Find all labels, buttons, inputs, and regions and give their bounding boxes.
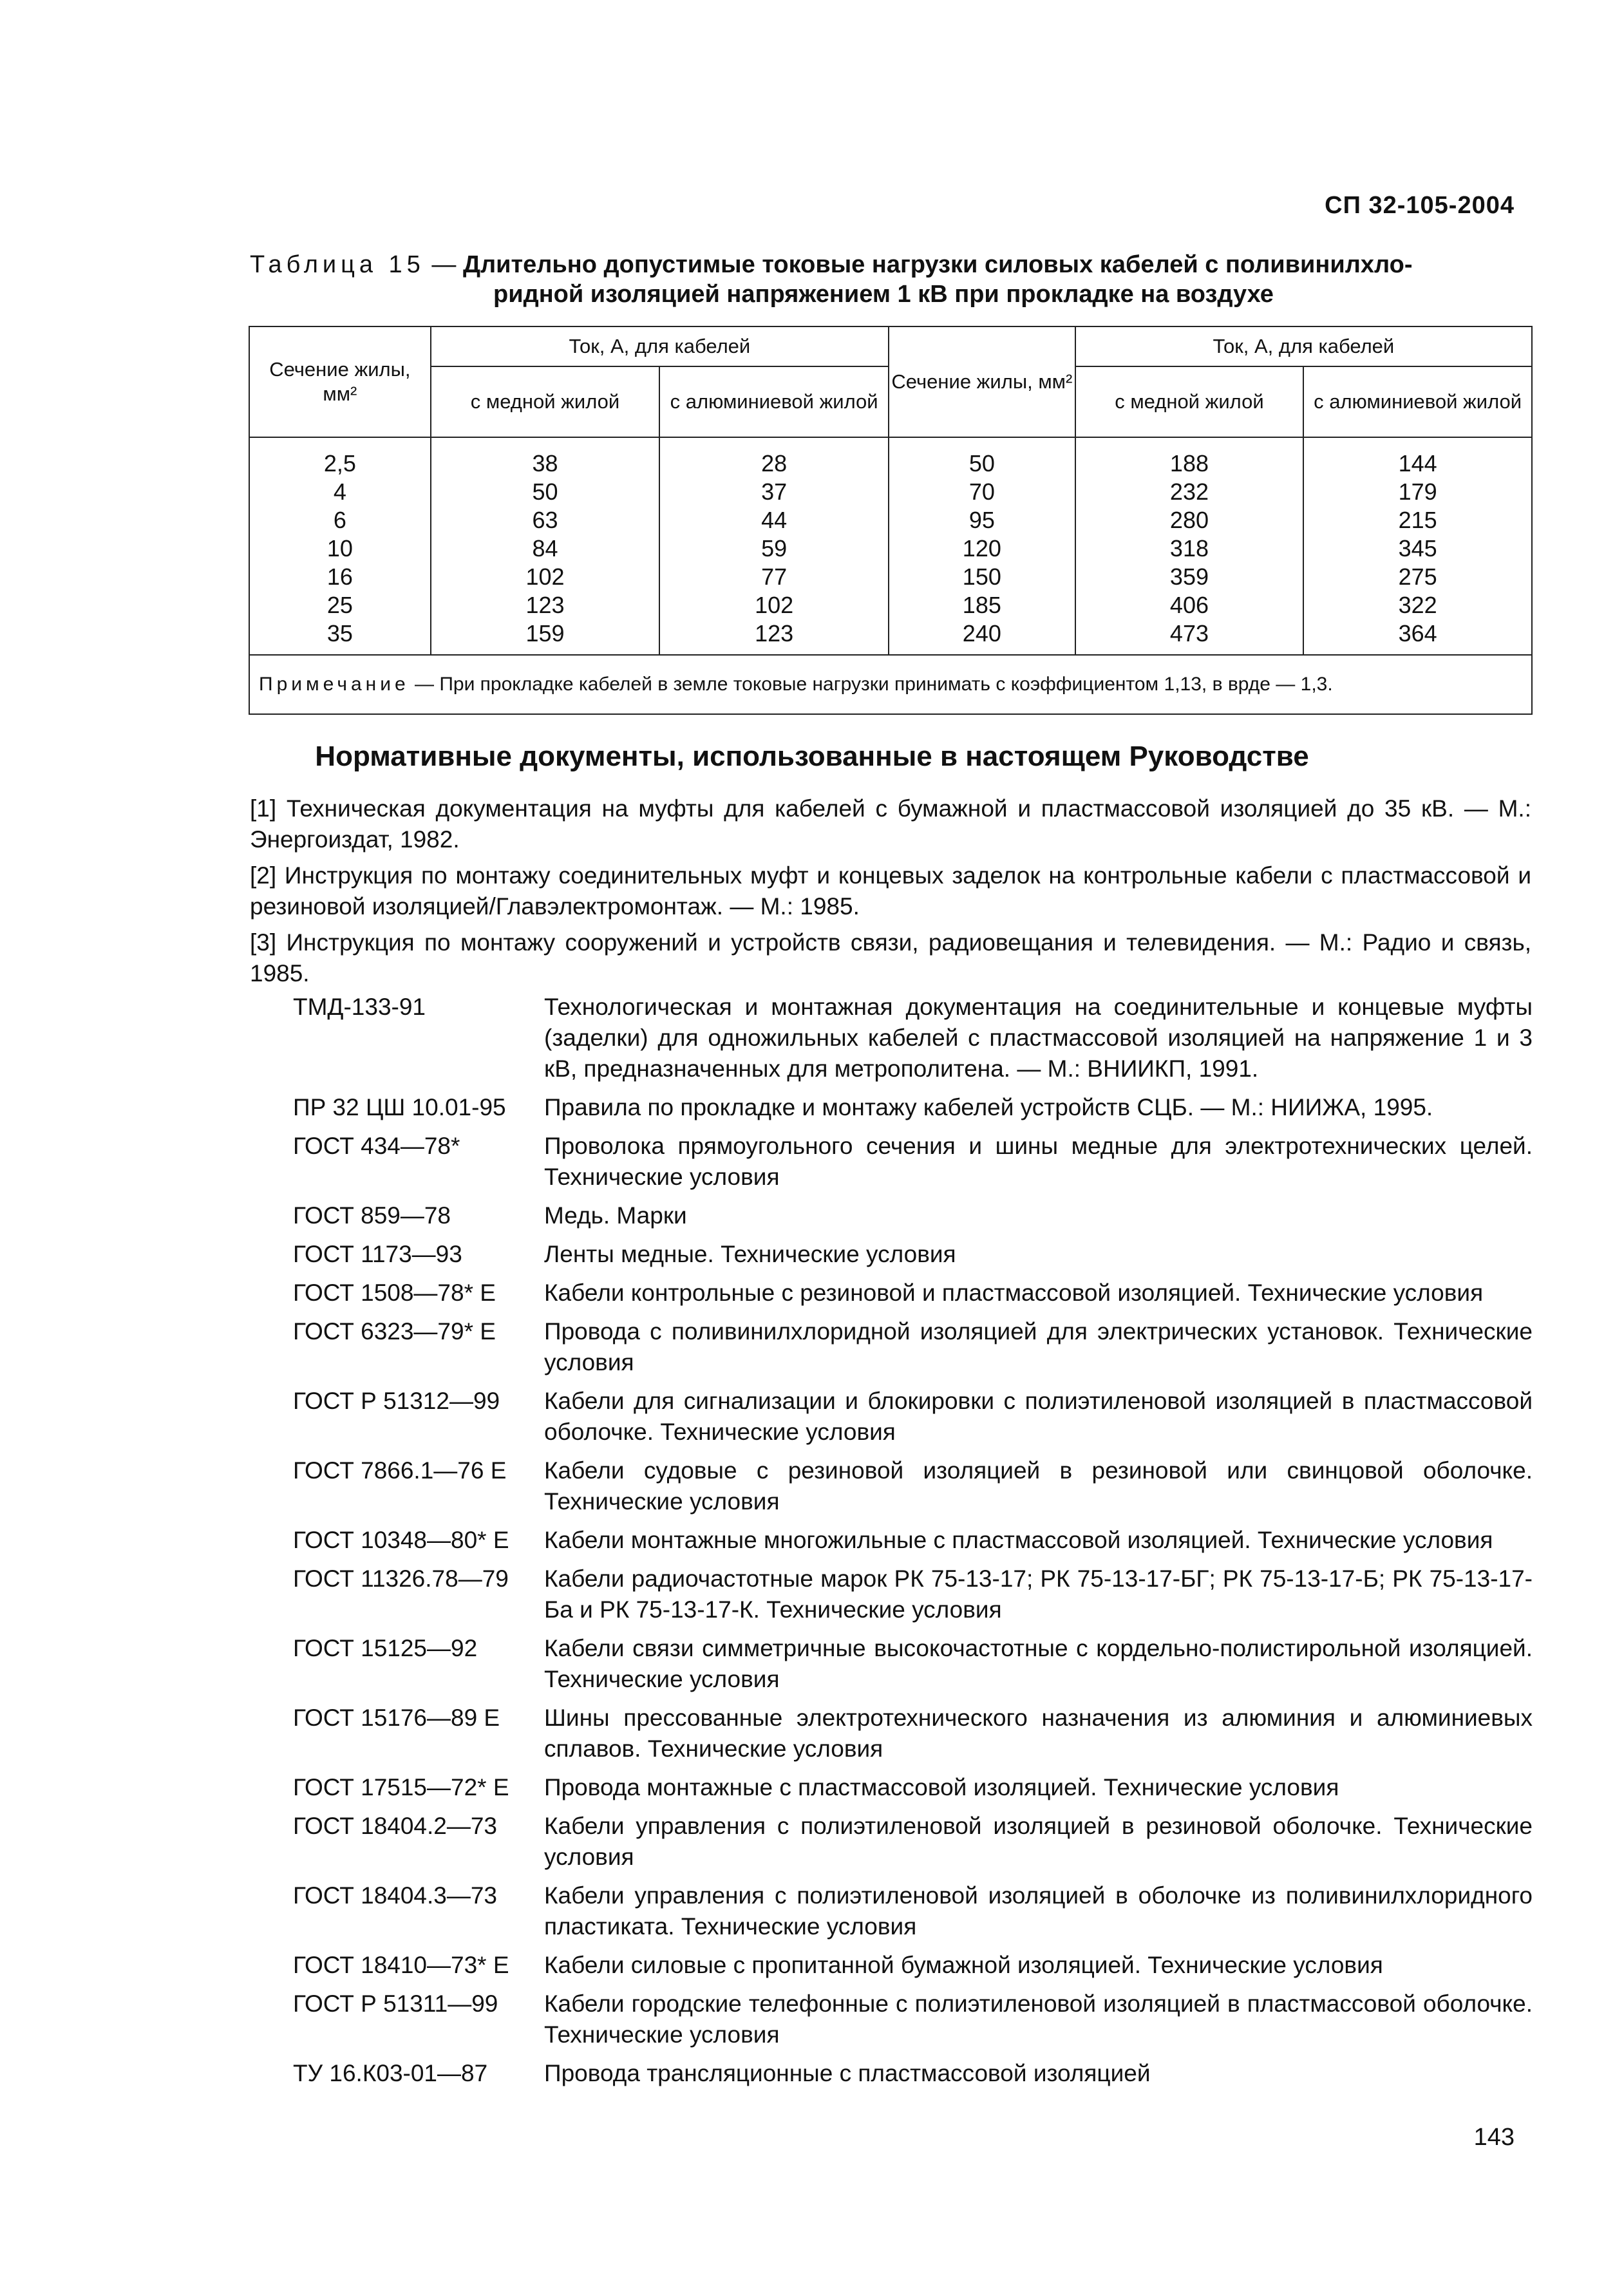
cell: 50 [968,450,995,477]
cell: 280 [1169,507,1209,533]
list-item [293,1525,1533,1556]
header-current-left: Ток, А, для кабелей [431,326,889,366]
ref-code: ГОСТ 6323—79* Е [293,1318,496,1345]
header-section-left: Сечение жилы, мм² [249,326,431,437]
ref-text: Ленты медные. Технические условия [544,1241,956,1267]
ref-text: Кабели управления с полиэтиленовой изоляцией в оболочке из поливинилхлоридного пластиката. Технические условия [544,1882,1533,1940]
ref-text: Проволока прямоугольного сечения и шины медные для электротехнических целей. Технические условия [544,1133,1533,1190]
ref-code: ГОСТ 15176—89 Е [293,1705,500,1731]
list-item [293,1564,1533,1625]
cell: 359 [1169,563,1209,590]
ref-text: Шины прессованные электротехнического назначения из алюминия и алюминиевых сплавов. Технические условия [544,1705,1533,1762]
cell: 322 [1398,592,1437,618]
cell: 95 [968,507,995,533]
ref-text: Медь. Марки [544,1202,687,1229]
cell: 59 [761,535,788,562]
cell: 6 [333,507,346,533]
cell: 275 [1398,563,1437,590]
note-label: Примечание [259,674,410,695]
list-item [293,1278,1533,1309]
cell: 44 [761,507,788,533]
standards-list [293,992,1533,2097]
numbered-ref-3: [3] Инструкция по монтажу сооружений и устройств связи, радиовещания и телевидения. — М.: Радио и связь, 1985. [250,929,1531,987]
header-copper-right: с медной жилой [1075,366,1304,437]
cell: 28 [761,450,788,477]
cell: 150 [962,563,1001,590]
ref-text: Кабели судовые с резиновой изоляцией в резиновой или свинцовой оболочке. Технические условия [544,1457,1533,1515]
ref-text: Кабели управления с полиэтиленовой изоляцией в резиновой оболочке. Технические условия [544,1813,1533,1870]
header-aluminum-right: с алюминиевой жилой [1303,366,1532,437]
column-copper-left [431,437,660,655]
ref-code: ГОСТ 10348—80* Е [293,1527,509,1553]
cell: 179 [1398,478,1437,505]
ref-code: ГОСТ 15125—92 [293,1635,478,1661]
cell: 37 [761,478,788,505]
ref-code: ГОСТ 434—78* [293,1133,460,1159]
list-item [293,1455,1533,1517]
cell: 406 [1169,592,1209,618]
ref-code: ТУ 16.К03-01—87 [293,2060,488,2086]
column-aluminum-right [1303,437,1532,655]
cell: 25 [326,592,353,618]
list-item [293,1092,1533,1123]
cell: 345 [1398,535,1437,562]
cell: 70 [968,478,995,505]
list-item [293,1811,1533,1873]
ref-code: ГОСТ Р 51311—99 [293,1990,498,2017]
ref-code: ГОСТ 859—78 [293,1202,451,1229]
cell: 473 [1169,620,1209,647]
column-copper-right [1075,437,1304,655]
cell: 123 [755,620,794,647]
list-item [293,1989,1533,2050]
list-item [293,1950,1533,1981]
ref-text: Кабели связи симметричные высокочастотные с кордельно-полистирольной изоляцией. Технические условия [544,1635,1533,1692]
list-item [293,1386,1533,1448]
list-item [293,1131,1533,1193]
cell: 63 [532,507,558,533]
cell: 35 [326,620,353,647]
ref-text: Кабели городские телефонные с полиэтиленовой изоляцией в пластмассовой оболочке. Технические условия [544,1990,1533,2048]
ref-text: Кабели радиочастотные марок РК 75-13-17; РК 75-13-17-БГ; РК 75-13-17-Б; РК 75-13-17-Ба и РК 75-13-17-К. Технические условия [544,1565,1533,1623]
ref-code: ТМД-133-91 [293,994,426,1020]
numbered-ref-2: [2] Инструкция по монтажу соединительных муфт и концевых заделок на контрольные кабели с пластмассовой и резиновой изоляцией/Главэлектромонтаж. — М.: 1985. [250,862,1531,920]
ref-text: Кабели контрольные с резиновой и пластмассовой изоляцией. Технические условия [544,1280,1484,1306]
ref-text: Правила по прокладке и монтажу кабелей устройств СЦБ. — М.: НИИЖА, 1995. [544,1094,1433,1120]
table-data-row [249,437,1532,655]
column-section-right [889,437,1075,655]
ref-code: ГОСТ 1173—93 [293,1241,462,1267]
cell: 2,5 [323,450,356,477]
cell: 16 [326,563,353,590]
section-title: Нормативные документы, использованные в настоящем Руководстве [315,741,1309,772]
ref-code: ГОСТ 1508—78* Е [293,1280,496,1306]
cell: 123 [525,592,565,618]
cell: 102 [755,592,794,618]
ref-text: Провода с поливинилхлоридной изоляцией для электрических установок. Технические условия [544,1318,1533,1375]
list-item [293,1239,1533,1270]
cell: 102 [525,563,565,590]
cell: 318 [1169,535,1209,562]
ref-code: ГОСТ 11326.78—79 [293,1565,509,1592]
header-aluminum-left: с алюминиевой жилой [659,366,889,437]
ref-text: Кабели силовые с пропитанной бумажной изоляцией. Технические условия [544,1952,1383,1978]
list-item [293,1200,1533,1231]
ref-text: Провода монтажные с пластмассовой изоляцией. Технические условия [544,1774,1339,1800]
cell: 120 [962,535,1001,562]
cell: 10 [326,535,353,562]
column-aluminum-left [659,437,889,655]
ref-text: Кабели монтажные многожильные с пластмассовой изоляцией. Технические условия [544,1527,1493,1553]
list-item [293,1772,1533,1803]
table-note [249,655,1532,714]
ref-code: ГОСТ 7866.1—76 Е [293,1457,507,1484]
ref-code: ГОСТ 17515—72* Е [293,1774,509,1800]
table-title-line2: ридной изоляцией напряжением 1 кВ при прокладке на воздухе [493,281,1274,308]
table-number: Таблица 15 [250,251,425,278]
cell: 84 [532,535,558,562]
page-number: 143 [1473,2124,1515,2151]
column-section-left [249,437,431,655]
cell: 364 [1398,620,1437,647]
cell: 188 [1169,450,1209,477]
note-text: — При прокладке кабелей в земле токовые нагрузки принимать с коэффициентом 1,13, в врде — 1,3. [409,674,1333,695]
table-title [250,250,1531,309]
ref-code: ГОСТ 18404.3—73 [293,1882,498,1909]
cell: 215 [1398,507,1437,533]
current-load-table [249,326,1533,715]
cell: 50 [532,478,558,505]
cell: 38 [532,450,558,477]
ref-code: ГОСТ 18404.2—73 [293,1813,498,1839]
ref-code: ГОСТ Р 51312—99 [293,1388,500,1414]
list-item [293,992,1533,1084]
list-item [293,1703,1533,1764]
header-copper-left: с медной жилой [431,366,660,437]
ref-text: Кабели для сигнализации и блокировки с полиэтиленовой изоляцией в пластмассовой оболочке. Технические условия [544,1388,1533,1445]
cell: 159 [525,620,565,647]
cell: 144 [1398,450,1437,477]
ref-code: ГОСТ 18410—73* Е [293,1952,509,1978]
ref-text: Провода трансляционные с пластмассовой изоляцией [544,2060,1151,2086]
table-title-line1: Длительно допустимые токовые нагрузки силовых кабелей с поливинилхло- [462,251,1413,278]
header-current-right: Ток, А, для кабелей [1075,326,1532,366]
header-section-right: Сечение жилы, мм² [889,326,1075,437]
cell: 232 [1169,478,1209,505]
list-item [293,1633,1533,1695]
numbered-ref-1: [1] Техническая документация на муфты для кабелей с бумажной и пластмассовой изоляцией до 35 кВ. — М.: Энергоиздат, 1982. [250,795,1531,853]
ref-text: Технологическая и монтажная документация на соединительные и концевые муфты (заделки) для одножильных кабелей с пластмассовой изоляцией на напряжение 1 и 3 кВ, предназначенных для метрополитена. — М.: ВНИИКП, 1991. [544,994,1533,1082]
ref-code: ПР 32 ЦШ 10.01-95 [293,1094,506,1120]
list-item [293,2058,1533,2089]
cell: 4 [333,478,346,505]
list-item [293,1316,1533,1378]
list-item [293,1880,1533,1942]
cell: 77 [761,563,788,590]
document-code: СП 32-105-2004 [1325,192,1515,219]
cell: 240 [962,620,1001,647]
title-dash: — [424,251,463,278]
cell: 185 [962,592,1001,618]
